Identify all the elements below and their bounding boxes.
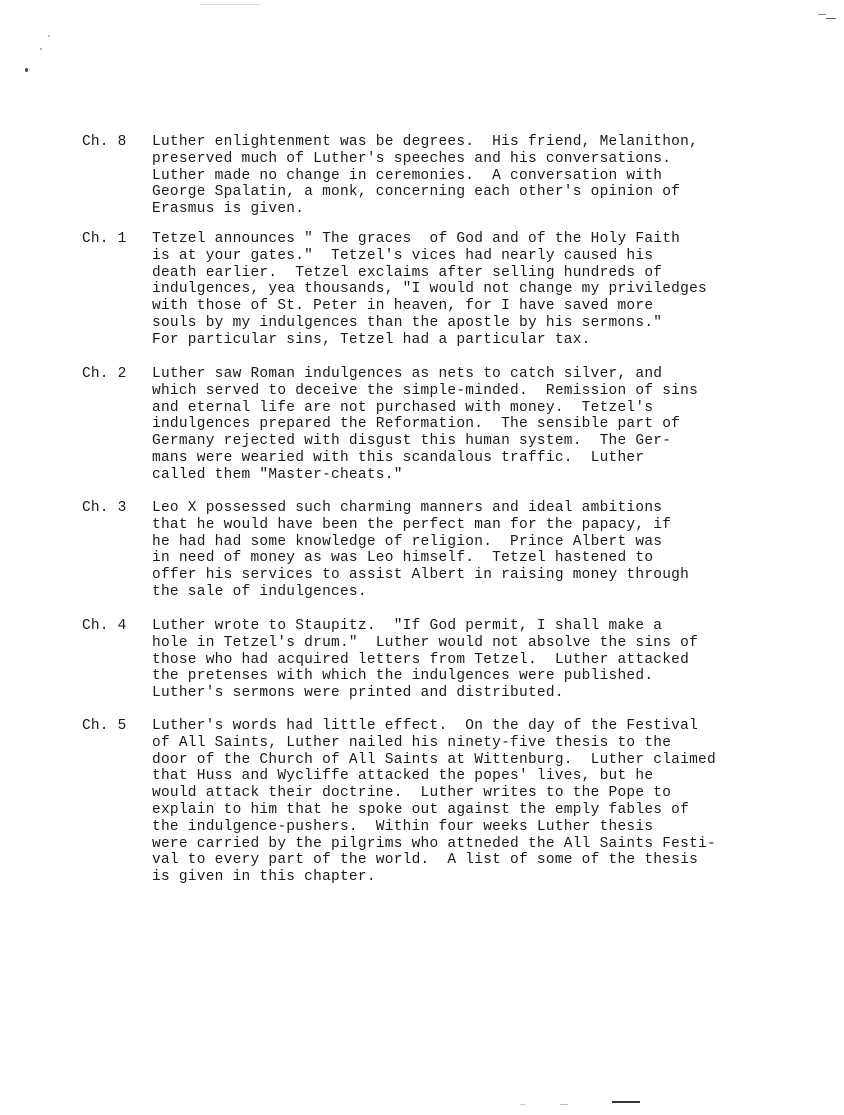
chapter-summary: [152, 618, 698, 702]
chapter-label: Ch. 5: [82, 718, 127, 734]
summary-line: Luther saw Roman indulgences as nets to catch silver, and: [152, 366, 663, 382]
summary-line: were carried by the pilgrims who attneded the All Saints Festi-: [152, 835, 716, 852]
summary-line: those who had acquired letters from Tetzel. Luther attacked: [152, 651, 690, 668]
summary-line: door of the Church of All Saints at Wittenburg. Luther claimed: [152, 751, 716, 768]
summary-line: of All Saints, Luther nailed his ninety-five thesis to the: [152, 734, 672, 751]
summary-line: is given in this chapter.: [152, 869, 376, 886]
scan-mark: [200, 4, 260, 5]
chapter-label: Ch. 3: [82, 500, 127, 516]
summary-line: Luther enlightenment was be degrees. His friend, Melanithon,: [152, 134, 699, 150]
chapter-label: Ch. 2: [82, 366, 127, 382]
summary-line: that Huss and Wycliffe attacked the popes' lives, but he: [152, 768, 654, 785]
scan-mark: [826, 18, 836, 19]
summary-line: which served to deceive the simple-minded. Remission of sins: [152, 382, 699, 399]
summary-line: with those of St. Peter in heaven, for I have saved more: [152, 298, 654, 315]
summary-line: Luther's words had little effect. On the day of the Festival: [152, 718, 699, 734]
chapter-summary: [152, 500, 689, 601]
summary-line: is at your gates." Tetzel's vices had nearly caused his: [152, 247, 654, 264]
summary-line: souls by my indulgences than the apostle by his sermons.": [152, 314, 663, 331]
summary-line: indulgences, yea thousands, "I would not change my priviledges: [152, 281, 707, 298]
scan-speck: [25, 68, 28, 72]
chapter-summary: [152, 134, 698, 218]
chapter-label: Ch. 8: [82, 134, 127, 150]
summary-line: the pretenses with which the indulgences were published.: [152, 668, 654, 685]
summary-line: the sale of indulgences.: [152, 583, 367, 600]
summary-line: indulgences prepared the Reformation. The sensible part of: [152, 416, 681, 433]
scan-speck: [40, 48, 42, 50]
chapter-label: Ch. 4: [82, 618, 127, 634]
scan-speck: [48, 35, 50, 37]
summary-line: Luther's sermons were printed and distributed.: [152, 685, 564, 702]
summary-line: Erasmus is given.: [152, 201, 305, 218]
scan-mark: [520, 1104, 526, 1105]
summary-line: in need of money as was Leo himself. Tetzel hastened to: [152, 550, 654, 567]
summary-line: hole in Tetzel's drum." Luther would not absolve the sins of: [152, 634, 699, 651]
summary-line: preserved much of Luther's speeches and his conversations.: [152, 150, 672, 167]
summary-line: Germany rejected with disgust this human system. The Ger-: [152, 433, 672, 450]
summary-line: Leo X possessed such charming manners and ideal ambitions: [152, 500, 663, 516]
scan-mark: [818, 14, 826, 15]
scan-mark: [612, 1101, 640, 1103]
summary-line: offer his services to assist Albert in raising money through: [152, 567, 690, 584]
summary-line: val to every part of the world. A list of some of the thesis: [152, 852, 699, 869]
chapter-summary: [152, 231, 707, 349]
summary-line: For particular sins, Tetzel had a particular tax.: [152, 331, 591, 348]
chapter-summary: [152, 718, 716, 886]
summary-line: death earlier. Tetzel exclaims after selling hundreds of: [152, 264, 663, 281]
summary-line: would attack their doctrine. Luther writes to the Pope to: [152, 785, 672, 802]
summary-line: mans were wearied with this scandalous traffic. Luther: [152, 449, 645, 466]
summary-line: George Spalatin, a monk, concerning each other's opinion of: [152, 184, 681, 201]
summary-line: called them "Master-cheats.": [152, 466, 403, 483]
summary-line: Luther made no change in ceremonies. A conversation with: [152, 167, 663, 184]
summary-line: Luther wrote to Staupitz. "If God permit, I shall make a: [152, 618, 663, 634]
summary-line: the indulgence-pushers. Within four weeks Luther thesis: [152, 818, 654, 835]
summary-line: Tetzel announces " The graces of God and of the Holy Faith: [152, 231, 681, 247]
scan-mark: [560, 1104, 568, 1105]
chapter-summary: [152, 366, 698, 484]
summary-line: explain to him that he spoke out against the emply fables of: [152, 801, 690, 818]
summary-line: and eternal life are not purchased with money. Tetzel's: [152, 399, 654, 416]
summary-line: that he would have been the perfect man for the papacy, if: [152, 516, 672, 533]
chapter-label: Ch. 1: [82, 231, 127, 247]
summary-line: he had had some knowledge of religion. Prince Albert was: [152, 533, 663, 550]
